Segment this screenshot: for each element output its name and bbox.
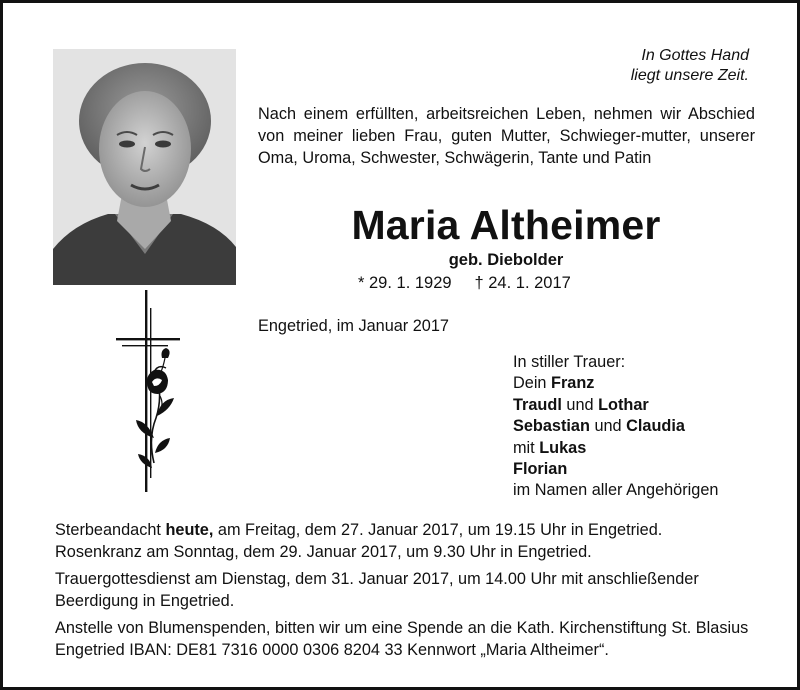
mourner-line-2 [513, 395, 718, 416]
announcements [55, 519, 755, 661]
mourner-name: Franz [551, 374, 595, 393]
mourner-name: Florian [513, 460, 568, 479]
announcement-wake [55, 519, 755, 541]
cross-with-rose-icon [108, 288, 188, 503]
death-date: † 24. 1. 2017 [474, 274, 571, 292]
mourner-name: Sebastian [513, 417, 590, 436]
mourner-name: Traudl [513, 395, 562, 414]
intro-text: Nach einem erfüllten, arbeitsreichen Leben, nehmen wir Abschied von meiner lieben Frau, guten Mutter, Schwieger-mutter, unserer Oma, Uroma, Schwester, Schwägerin, Tante und Patin [258, 105, 755, 167]
announcement-text: am Freitag, dem 27. Januar 2017, um 19.15 Uhr in Engetried. [213, 521, 663, 539]
mourners-heading: In stiller Trauer: [513, 353, 626, 371]
announcement-funeral: Trauergottesdienst am Dienstag, dem 31. Januar 2017, um 14.00 Uhr mit anschließender Beerdigung in Engetried. [55, 570, 699, 610]
mourner-name: Claudia [626, 417, 685, 436]
mourner-joiner: und [561, 395, 599, 414]
mourner-prefix: mit [513, 438, 540, 457]
portrait-photo [53, 49, 236, 285]
mourners-list [513, 352, 718, 502]
mourner-name: Lothar [598, 395, 649, 414]
mourner-name: Lukas [539, 438, 587, 457]
motto [631, 46, 749, 86]
mourner-line-3 [513, 416, 718, 437]
life-dates [358, 273, 571, 293]
mourner-line-1 [513, 373, 718, 394]
mourner-prefix: Dein [513, 374, 552, 393]
announcement-donation: Anstelle von Blumenspenden, bitten wir um eine Spende an die Kath. Kirchenstiftung St. Blasius Engetried IBAN: DE81 7316 0000 0306 8204 33 Kennwort „Maria Altheimer“. [55, 619, 749, 659]
maiden-name: geb. Diebolder [448, 251, 564, 269]
announcement-rosary: Rosenkranz am Sonntag, dem 29. Januar 2017, um 9.30 Uhr in Engetried. [55, 543, 592, 561]
announcement-text: Sterbeandacht [55, 521, 166, 539]
place-date: Engetried, im Januar 2017 [258, 317, 449, 335]
birth-date: * 29. 1. 1929 [358, 274, 452, 292]
motto-line-2: liegt unsere Zeit. [630, 67, 749, 84]
deceased-name: Maria Altheimer [351, 202, 661, 248]
mourner-line-4 [513, 438, 718, 459]
announcement-emphasis: heute, [165, 521, 214, 539]
mourner-line-5 [513, 459, 718, 480]
mourner-joiner: und [589, 417, 627, 436]
motto-line-1: In Gottes Hand [641, 47, 749, 64]
mourners-closing: im Namen aller Angehörigen [513, 481, 719, 500]
